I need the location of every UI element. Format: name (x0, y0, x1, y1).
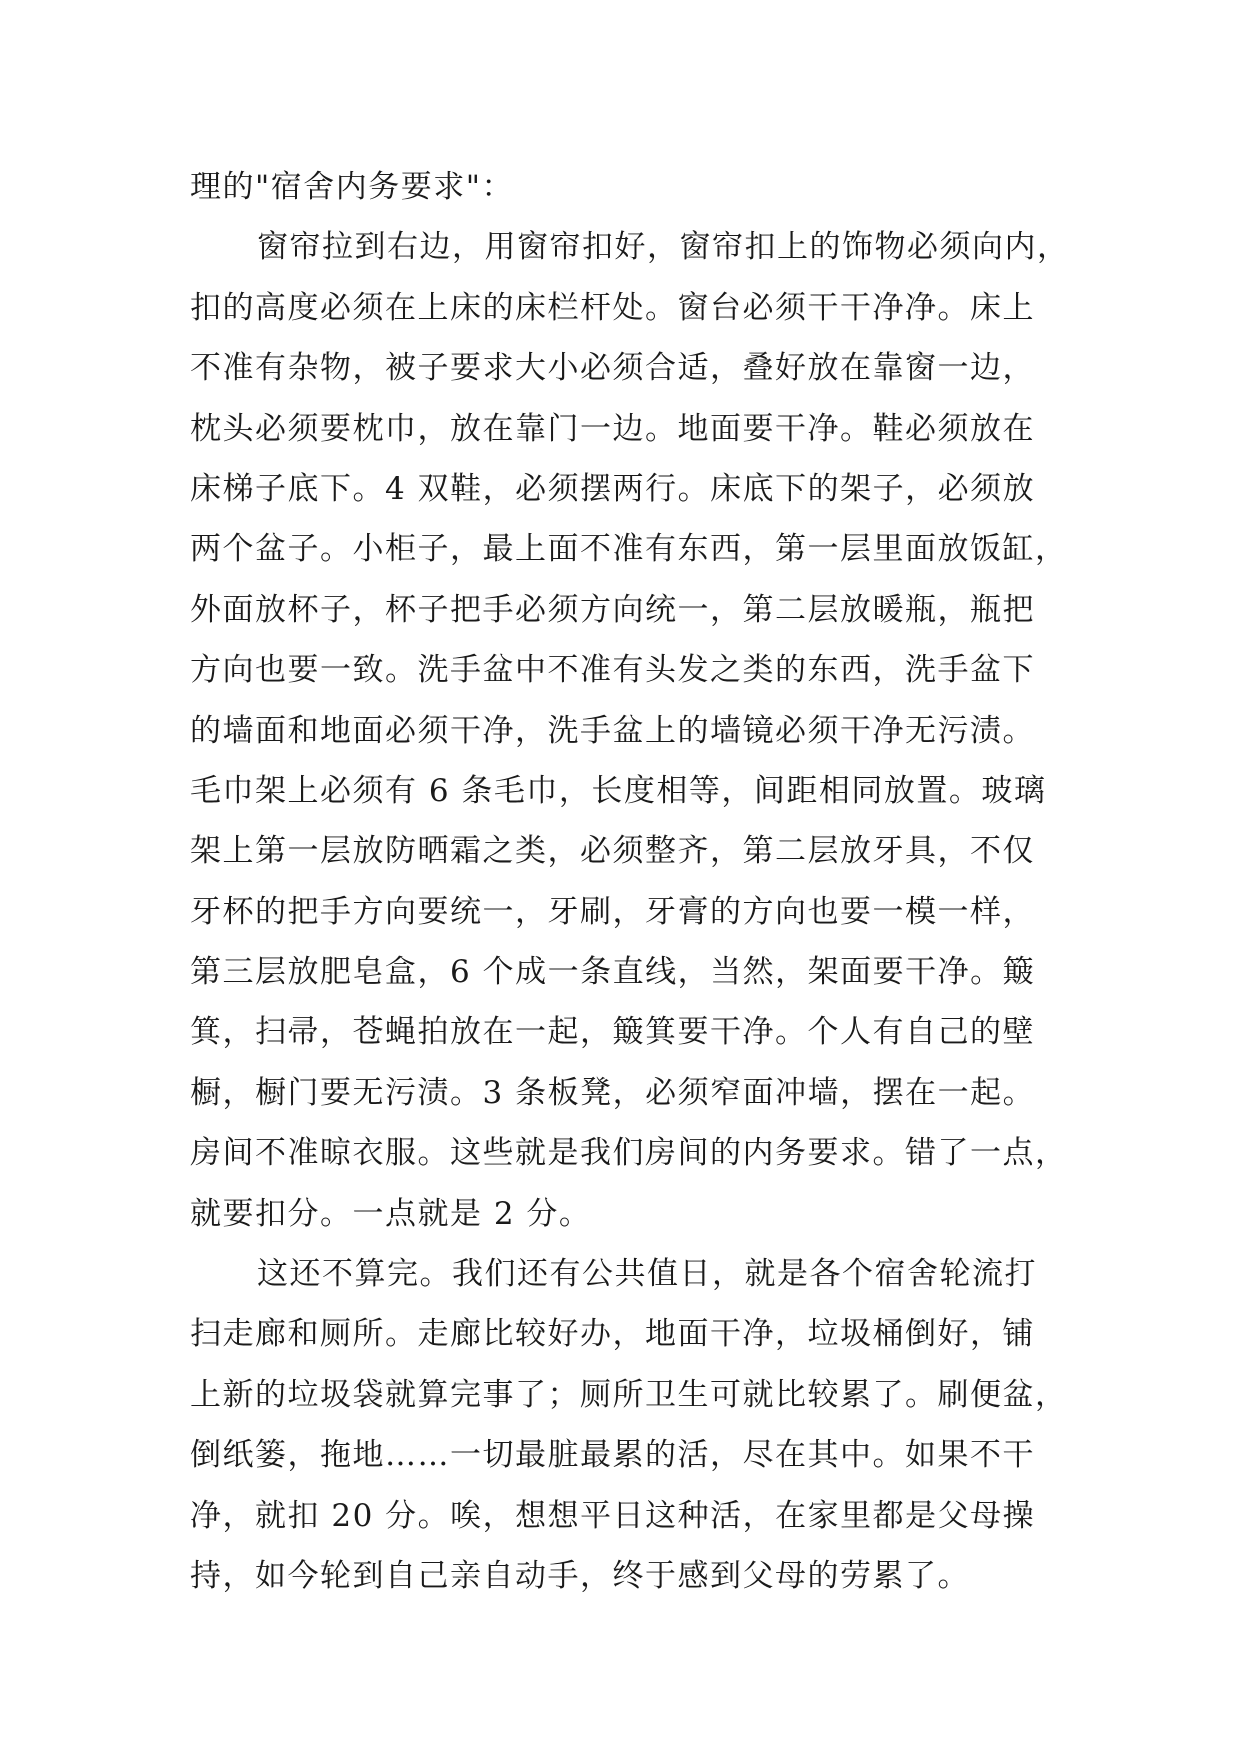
text-line: 不准有杂物，被子要求大小必须合适，叠好放在靠窗一边， (190, 350, 1035, 387)
text-line: 的墙面和地面必须干净，洗手盆上的墙镜必须干净无污渍。 (190, 712, 1035, 749)
text-line: 外面放杯子，杯子把手必须方向统一，第二层放暖瓶，瓶把 (190, 591, 1035, 628)
text-line: 牙杯的把手方向要统一，牙刷，牙膏的方向也要一模一样， (190, 893, 1035, 930)
text-line: 倒纸篓，拖地……一切最脏最累的活，尽在其中。如果不干 (190, 1437, 1035, 1474)
text-line: 橱，橱门要无污渍。3 条板凳，必须窄面冲墙，摆在一起。 (190, 1074, 1036, 1111)
text-line: 净，就扣 20 分。唉，想想平日这种活，在家里都是父母操 (190, 1497, 1036, 1534)
text-line: 枕头必须要枕巾，放在靠门一边。地面要干净。鞋必须放在 (190, 410, 1035, 447)
text-line: 理的"宿舍内务要求"： (190, 169, 515, 205)
text-line: 毛巾架上必须有 6 条毛巾，长度相等，间距相同放置。玻璃 (190, 772, 1047, 809)
text-line: 扫走廊和厕所。走廊比较好办，地面干净，垃圾桶倒好，铺 (190, 1316, 1035, 1353)
text-line: 两个盆子。小柜子，最上面不准有东西，第一层里面放饭缸， (190, 531, 1068, 568)
text-line: 箕，扫帚，苍蝇拍放在一起，簸箕要干净。个人有自己的壁 (190, 1014, 1035, 1051)
paragraph-start-line: 窗帘拉到右边，用窗帘扣好，窗帘扣上的饰物必须向内， (257, 229, 1070, 266)
text-line: 第三层放肥皂盒，6 个成一条直线，当然，架面要干净。簸 (190, 954, 1036, 991)
text-line: 上新的垃圾袋就算完事了；厕所卫生可就比较累了。刷便盆， (190, 1376, 1068, 1413)
text-line: 持，如今轮到自己亲自动手，终于感到父母的劳累了。 (190, 1557, 970, 1594)
text-line: 床梯子底下。4 双鞋，必须摆两行。床底下的架子，必须放 (190, 470, 1036, 507)
paragraph-start-line: 这还不算完。我们还有公共值日，就是各个宿舍轮流打 (257, 1256, 1037, 1293)
text-line: 就要扣分。一点就是 2 分。 (190, 1195, 592, 1232)
text-line: 房间不准晾衣服。这些就是我们房间的内务要求。错了一点， (190, 1135, 1068, 1172)
text-line: 扣的高度必须在上床的床栏杆处。窗台必须干干净净。床上 (190, 289, 1035, 326)
text-line: 架上第一层放防晒霜之类，必须整齐，第二层放牙具，不仅 (190, 833, 1035, 870)
text-line: 方向也要一致。洗手盆中不准有头发之类的东西，洗手盆下 (190, 652, 1035, 689)
body-text (190, 157, 1070, 1606)
